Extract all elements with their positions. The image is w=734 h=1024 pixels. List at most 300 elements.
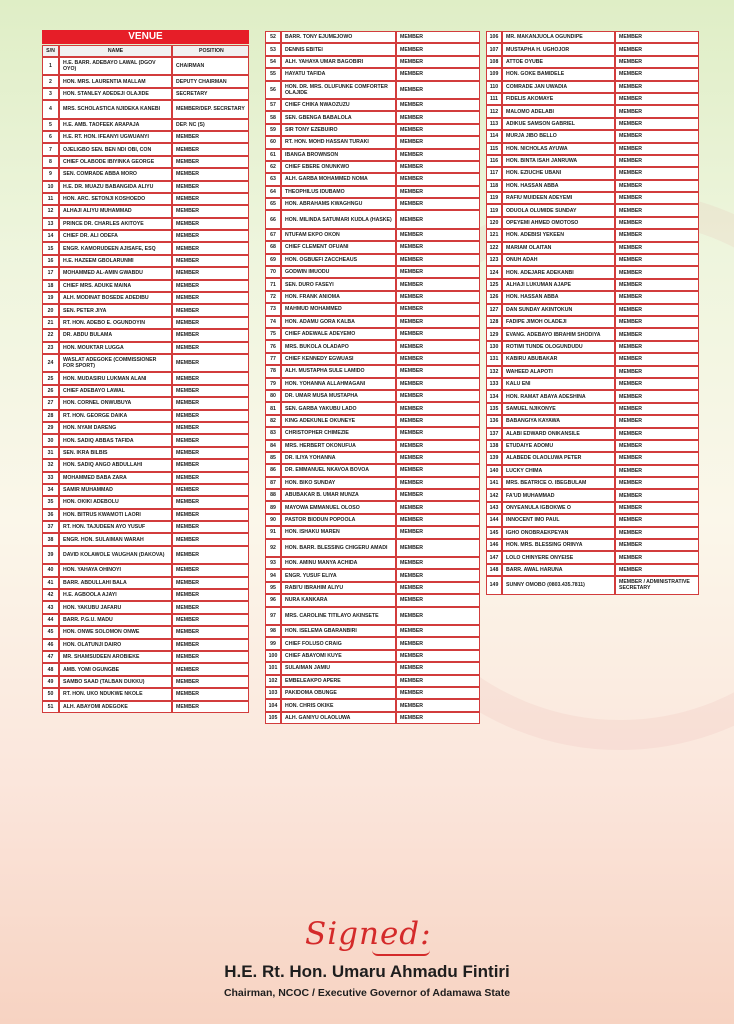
table-row: [265, 675, 480, 687]
table-row: [486, 81, 699, 93]
position-cell: MEMBER: [615, 167, 699, 179]
position-cell: MEMBER: [396, 452, 480, 464]
table-row: [265, 316, 480, 328]
serial-number-cell: 149: [486, 576, 502, 594]
position-cell: MEMBER: [396, 353, 480, 365]
member-name-cell: ALH. ABAYOMI ADEGOKE: [59, 701, 172, 713]
position-cell: MEMBER: [615, 180, 699, 192]
table-row: [486, 341, 699, 353]
position-cell: MEMBER: [396, 99, 480, 111]
position-cell: MEMBER: [615, 452, 699, 464]
position-cell: MEMBER: [396, 637, 480, 649]
table-row: [486, 539, 699, 551]
serial-number-cell: 26: [42, 385, 59, 397]
member-name-cell: HON. BINTA ISAH JANRUWA: [502, 155, 615, 167]
position-cell: MEMBER: [396, 43, 480, 55]
table-row: [486, 68, 699, 80]
position-cell: MEMBER: [172, 267, 249, 279]
member-name-cell: BARR. P.G.U. MADU: [59, 614, 172, 626]
position-cell: MEMBER: [615, 403, 699, 415]
serial-number-cell: 42: [42, 589, 59, 601]
table-row: [486, 254, 699, 266]
signatory-role: Chairman, NCOC / Executive Governor of Adamawa State: [223, 987, 511, 999]
members-table-2: [265, 31, 480, 724]
position-cell: MEMBER: [396, 489, 480, 501]
serial-number-cell: 80: [265, 390, 281, 402]
table-row: [42, 267, 249, 279]
member-name-cell: SEN. GARBA YAKUBU LADO: [281, 402, 396, 414]
position-cell: MEMBER: [396, 278, 480, 290]
serial-number-cell: 143: [486, 502, 502, 514]
position-cell: MEMBER: [396, 81, 480, 99]
position-cell: MEMBER: [615, 56, 699, 68]
member-name-cell: ATTOE OYUBE: [502, 56, 615, 68]
position-cell: MEMBER: [172, 143, 249, 155]
header-position: POSITION: [172, 45, 249, 57]
members-table-3: [486, 31, 699, 595]
member-name-cell: INNOCENT IMO PAUL: [502, 514, 615, 526]
table-row: [486, 366, 699, 378]
serial-number-cell: 34: [42, 484, 59, 496]
serial-number-cell: 6: [42, 131, 59, 143]
position-cell: MEMBER: [615, 31, 699, 43]
serial-number-cell: 50: [42, 688, 59, 700]
position-cell: MEMBER: [615, 81, 699, 93]
table-row: [42, 577, 249, 589]
table-header-row: [42, 45, 249, 57]
position-cell: MEMBER: [396, 712, 480, 724]
member-name-cell: FA'UD MUHAMMAD: [502, 489, 615, 501]
member-name-cell: HON. OKIKI ADEBOLU: [59, 496, 172, 508]
serial-number-cell: 72: [265, 291, 281, 303]
table-row: [265, 687, 480, 699]
member-name-cell: ALH. YAHAYA UMAR BAGOBIRI: [281, 56, 396, 68]
position-cell: MEMBER: [396, 303, 480, 315]
member-name-cell: MARIAM OLAITAN: [502, 242, 615, 254]
serial-number-cell: 22: [42, 329, 59, 341]
serial-number-cell: 132: [486, 366, 502, 378]
table-row: [265, 254, 480, 266]
serial-number-cell: 126: [486, 291, 502, 303]
signed-label: Signed:: [305, 916, 432, 952]
table-row: [42, 372, 249, 384]
position-cell: MEMBER: [172, 397, 249, 409]
position-cell: MEMBER: [396, 340, 480, 352]
member-name-cell: OJELIGBO SEN. BEN NDI OBI, CON: [59, 143, 172, 155]
position-cell: MEMBER: [615, 155, 699, 167]
position-cell: MEMBER: [396, 699, 480, 711]
table-row: [42, 676, 249, 688]
position-cell: MEMBER: [396, 186, 480, 198]
serial-number-cell: 100: [265, 650, 281, 662]
table-row: [42, 292, 249, 304]
position-cell: MEMBER: [615, 229, 699, 241]
table-row: [486, 204, 699, 216]
table-row: [42, 143, 249, 155]
member-name-cell: ALABI EDWARD ONIKANSILE: [502, 428, 615, 440]
table-row: [265, 662, 480, 674]
header-sn: S/N: [42, 45, 59, 57]
members-column-2: [265, 31, 480, 724]
position-cell: MEMBER: [396, 594, 480, 606]
table-row: [265, 99, 480, 111]
member-name-cell: ADIKUE SAMSON GABRIEL: [502, 118, 615, 130]
position-cell: MEMBER: [396, 198, 480, 210]
member-name-cell: ALH. MODINAT BOSEDE ADEDIBU: [59, 292, 172, 304]
serial-number-cell: 119: [486, 204, 502, 216]
position-cell: MEMBER: [615, 304, 699, 316]
serial-number-cell: 105: [265, 712, 281, 724]
table-row: [265, 390, 480, 402]
serial-number-cell: 88: [265, 489, 281, 501]
serial-number-cell: 55: [265, 68, 281, 80]
members-column-1: [42, 30, 249, 713]
member-name-cell: MOHAMMED BABA ZARA: [59, 472, 172, 484]
member-name-cell: HON. GOKE BAMIDELE: [502, 68, 615, 80]
position-cell: MEMBER: [172, 422, 249, 434]
serial-number-cell: 140: [486, 465, 502, 477]
position-cell: MEMBER: [615, 242, 699, 254]
position-cell: MEMBER: [615, 353, 699, 365]
table-row: [486, 180, 699, 192]
member-name-cell: HON. MRS. LAURENTIA MALLAM: [59, 75, 172, 87]
serial-number-cell: 33: [42, 472, 59, 484]
member-name-cell: WAHEED ALAPOTI: [502, 366, 615, 378]
member-name-cell: MUSTAPHA H. UGHOJOR: [502, 43, 615, 55]
serial-number-cell: 91: [265, 526, 281, 538]
serial-number-cell: 110: [486, 81, 502, 93]
serial-number-cell: 69: [265, 254, 281, 266]
member-name-cell: LUCKY CHIMA: [502, 465, 615, 477]
position-cell: MEMBER: [396, 557, 480, 569]
position-cell: MEMBER: [172, 546, 249, 564]
serial-number-cell: 94: [265, 569, 281, 581]
table-row: [486, 440, 699, 452]
position-cell: MEMBER: [396, 229, 480, 241]
serial-number-cell: 66: [265, 210, 281, 228]
member-name-cell: HON. YAKUBU JAFARU: [59, 601, 172, 613]
member-name-cell: HON. EZIUCHE UBANI: [502, 167, 615, 179]
position-cell: MEMBER: [396, 390, 480, 402]
member-name-cell: DAVID KOLAWOLE VAUGHAN (DAKOVA): [59, 546, 172, 564]
member-name-cell: DR. ILIYA YOHANNA: [281, 452, 396, 464]
serial-number-cell: 67: [265, 229, 281, 241]
table-row: [265, 526, 480, 538]
table-row: [42, 342, 249, 354]
table-row: [486, 514, 699, 526]
serial-number-cell: 12: [42, 205, 59, 217]
member-name-cell: KALU ENI: [502, 378, 615, 390]
table-row: [42, 601, 249, 613]
serial-number-cell: 70: [265, 266, 281, 278]
member-name-cell: COMRADE JAN UWADIA: [502, 81, 615, 93]
member-name-cell: CHIEF EBERE ONUNKWO: [281, 161, 396, 173]
serial-number-cell: 18: [42, 280, 59, 292]
table-row: [42, 88, 249, 100]
position-cell: MEMBER: [172, 639, 249, 651]
table-row: [42, 447, 249, 459]
member-name-cell: RABI'U IBRAHIM ALIYU: [281, 582, 396, 594]
serial-number-cell: 139: [486, 452, 502, 464]
position-cell: MEMBER: [615, 440, 699, 452]
serial-number-cell: 65: [265, 198, 281, 210]
table-row: [265, 278, 480, 290]
serial-number-cell: 21: [42, 317, 59, 329]
serial-number-cell: 43: [42, 601, 59, 613]
position-cell: MEMBER: [172, 280, 249, 292]
position-cell: MEMBER: [172, 329, 249, 341]
table-row: [486, 452, 699, 464]
table-row: [42, 304, 249, 316]
table-row: [42, 614, 249, 626]
member-name-cell: CHIEF DR. ALI ODEFA: [59, 230, 172, 242]
table-row: [42, 546, 249, 564]
serial-number-cell: 53: [265, 43, 281, 55]
position-cell: MEMBER: [396, 124, 480, 136]
member-name-cell: MRS. BUKOLA OLADAPO: [281, 340, 396, 352]
table-row: [486, 502, 699, 514]
serial-number-cell: 28: [42, 410, 59, 422]
serial-number-cell: 1: [42, 57, 59, 75]
member-name-cell: ALABEDE OLAOLUWA PETER: [502, 452, 615, 464]
member-name-cell: HON. MOUKTAR LUGGA: [59, 342, 172, 354]
member-name-cell: HON. SADIQ ANGO ABDULLAHI: [59, 459, 172, 471]
serial-number-cell: 39: [42, 546, 59, 564]
table-row: [42, 496, 249, 508]
position-cell: MEMBER: [615, 527, 699, 539]
member-name-cell: MRS. CAROLINE TITILAYO AKINSETE: [281, 607, 396, 625]
position-cell: MEMBER: [396, 464, 480, 476]
table-row: [42, 242, 249, 254]
member-name-cell: HON. BIKO SUNDAY: [281, 477, 396, 489]
table-row: [265, 68, 480, 80]
table-row: [486, 465, 699, 477]
position-cell: MEMBER: [615, 341, 699, 353]
serial-number-cell: 85: [265, 452, 281, 464]
member-name-cell: MOHAMMED AL-AMIN GWABDU: [59, 267, 172, 279]
member-name-cell: HON. MILINDA SATUMARI KUDLA (HASKE): [281, 210, 396, 228]
position-cell: MEMBER: [396, 241, 480, 253]
table-row: [265, 161, 480, 173]
serial-number-cell: 16: [42, 255, 59, 267]
member-name-cell: NTUFAM EKPO OKON: [281, 229, 396, 241]
member-name-cell: ONUH ADAH: [502, 254, 615, 266]
position-cell: MEMBER: [172, 410, 249, 422]
serial-number-cell: 38: [42, 533, 59, 545]
member-name-cell: HON. NYAM DARENG: [59, 422, 172, 434]
serial-number-cell: 95: [265, 582, 281, 594]
serial-number-cell: 74: [265, 316, 281, 328]
serial-number-cell: 79: [265, 378, 281, 390]
serial-number-cell: 10: [42, 181, 59, 193]
member-name-cell: SIR TONY EZEBUIRO: [281, 124, 396, 136]
member-name-cell: HON. OGBUEFI ZACCHEAUS: [281, 254, 396, 266]
serial-number-cell: 17: [42, 267, 59, 279]
table-row: [42, 459, 249, 471]
position-cell: MEMBER: [172, 292, 249, 304]
position-cell: MEMBER: [396, 365, 480, 377]
table-row: [486, 167, 699, 179]
serial-number-cell: 122: [486, 242, 502, 254]
serial-number-cell: 144: [486, 514, 502, 526]
serial-number-cell: 76: [265, 340, 281, 352]
position-cell: MEMBER: [615, 390, 699, 402]
member-name-cell: ENGR. KAMORUDEEN AJISAFE, ESQ: [59, 242, 172, 254]
position-cell: MEMBER: [615, 502, 699, 514]
position-cell: MEMBER: [172, 651, 249, 663]
member-name-cell: GODWIN IMUODU: [281, 266, 396, 278]
member-name-cell: IBANGA BROWNSON: [281, 149, 396, 161]
table-row: [265, 353, 480, 365]
serial-number-cell: 117: [486, 167, 502, 179]
member-name-cell: HON. YAHAYA OHINOYI: [59, 564, 172, 576]
serial-number-cell: 41: [42, 577, 59, 589]
serial-number-cell: 124: [486, 266, 502, 278]
position-cell: MEMBER: [396, 569, 480, 581]
position-cell: MEMBER: [172, 385, 249, 397]
serial-number-cell: 133: [486, 378, 502, 390]
member-name-cell: SAMBO SAAD (TALBAN DUKKU): [59, 676, 172, 688]
table-row: [265, 607, 480, 625]
serial-number-cell: 11: [42, 193, 59, 205]
position-cell: MEMBER/DEP. SECRETARY: [172, 100, 249, 118]
position-cell: MEMBER: [172, 472, 249, 484]
table-row: [486, 551, 699, 563]
serial-number-cell: 108: [486, 56, 502, 68]
position-cell: MEMBER: [396, 501, 480, 513]
serial-number-cell: 13: [42, 218, 59, 230]
serial-number-cell: 129: [486, 328, 502, 340]
member-name-cell: MR. SHAMSUDEEN AROBIEKE: [59, 651, 172, 663]
member-name-cell: ETUDAIYE ADOMU: [502, 440, 615, 452]
table-row: [42, 75, 249, 87]
member-name-cell: WASLAT ADEGOKE (COMMISSIONER FOR SPORT): [59, 354, 172, 372]
serial-number-cell: 61: [265, 149, 281, 161]
serial-number-cell: 78: [265, 365, 281, 377]
member-name-cell: PASTOR BIODUN POPOOLA: [281, 514, 396, 526]
serial-number-cell: 64: [265, 186, 281, 198]
table-row: [265, 569, 480, 581]
serial-number-cell: 131: [486, 353, 502, 365]
table-row: [42, 156, 249, 168]
member-name-cell: SEN. IKRA BILBIS: [59, 447, 172, 459]
serial-number-cell: 2: [42, 75, 59, 87]
serial-number-cell: 93: [265, 557, 281, 569]
table-row: [265, 539, 480, 557]
serial-number-cell: 8: [42, 156, 59, 168]
table-row: [265, 365, 480, 377]
member-name-cell: CHIEF ADEWALE ADEYEMO: [281, 328, 396, 340]
member-name-cell: EMBELEAKPO APERE: [281, 675, 396, 687]
member-name-cell: HON. ADAMU GORA KALBA: [281, 316, 396, 328]
position-cell: MEMBER: [172, 601, 249, 613]
member-name-cell: HON. ONWE SOLOMON ONWE: [59, 626, 172, 638]
position-cell: MEMBER: [172, 496, 249, 508]
position-cell: MEMBER: [396, 582, 480, 594]
table-row: [486, 291, 699, 303]
header-name: NAME: [59, 45, 172, 57]
table-row: [265, 340, 480, 352]
position-cell: MEMBER: [615, 204, 699, 216]
serial-number-cell: 128: [486, 316, 502, 328]
member-name-cell: RT. HON. TAJUDEEN AYO YUSUF: [59, 521, 172, 533]
position-cell: SECRETARY: [172, 88, 249, 100]
position-cell: MEMBER: [172, 156, 249, 168]
table-row: [42, 57, 249, 75]
serial-number-cell: 92: [265, 539, 281, 557]
table-row: [486, 279, 699, 291]
member-name-cell: HON. DR. MRS. OLUFUNKE COMFORTER OLAJIDE: [281, 81, 396, 99]
table-row: [42, 193, 249, 205]
position-cell: MEMBER: [172, 242, 249, 254]
table-row: [42, 484, 249, 496]
serial-number-cell: 114: [486, 130, 502, 142]
table-row: [486, 353, 699, 365]
serial-number-cell: 27: [42, 397, 59, 409]
position-cell: MEMBER: [615, 489, 699, 501]
member-name-cell: RT. HON. MOHD HASSAN TURAKI: [281, 136, 396, 148]
position-cell: MEMBER: [396, 316, 480, 328]
position-cell: MEMBER: [172, 342, 249, 354]
member-name-cell: HON. BITRUS KWAMOTI LAORI: [59, 509, 172, 521]
serial-number-cell: 86: [265, 464, 281, 476]
serial-number-cell: 113: [486, 118, 502, 130]
position-cell: CHAIRMAN: [172, 57, 249, 75]
table-row: [265, 699, 480, 711]
position-cell: MEMBER: [615, 477, 699, 489]
member-name-cell: DR. EMMANUEL NKAVOA BOVOA: [281, 464, 396, 476]
position-cell: MEMBER: [172, 131, 249, 143]
position-cell: MEMBER: [615, 366, 699, 378]
table-row: [486, 576, 699, 594]
table-row: [42, 626, 249, 638]
position-cell: MEMBER: [615, 428, 699, 440]
serial-number-cell: 145: [486, 527, 502, 539]
serial-number-cell: 37: [42, 521, 59, 533]
table-row: [265, 31, 480, 43]
position-cell: MEMBER: [615, 328, 699, 340]
table-row: [42, 119, 249, 131]
member-name-cell: ENGR. HON. SULAIMAN WARAH: [59, 533, 172, 545]
member-name-cell: SEN. COMRADE ABBA MORO: [59, 168, 172, 180]
table-row: [486, 217, 699, 229]
table-row: [42, 472, 249, 484]
serial-number-cell: 106: [486, 31, 502, 43]
member-name-cell: H.E. RT. HON. IFEANYI UGWUANYI: [59, 131, 172, 143]
serial-number-cell: 63: [265, 173, 281, 185]
member-name-cell: PRINCE DR. CHARLES AKITOYE: [59, 218, 172, 230]
table-row: [265, 266, 480, 278]
serial-number-cell: 97: [265, 607, 281, 625]
serial-number-cell: 58: [265, 111, 281, 123]
position-cell: MEMBER: [172, 564, 249, 576]
member-name-cell: RT. HON. UKO NDUKWE NKOLE: [59, 688, 172, 700]
serial-number-cell: 107: [486, 43, 502, 55]
member-name-cell: ONYEANULA IGBOKWE O: [502, 502, 615, 514]
serial-number-cell: 54: [265, 56, 281, 68]
member-name-cell: ALH. MUSTAPHA SULE LAMIDO: [281, 365, 396, 377]
position-cell: MEMBER: [396, 440, 480, 452]
member-name-cell: ALH. GANIYU OLAOLUWA: [281, 712, 396, 724]
position-cell: MEMBER: [172, 663, 249, 675]
table-row: [486, 266, 699, 278]
serial-number-cell: 98: [265, 625, 281, 637]
serial-number-cell: 44: [42, 614, 59, 626]
member-name-cell: DR. ABDU BULAMA: [59, 329, 172, 341]
member-name-cell: HON. ADEBISI YEKEEN: [502, 229, 615, 241]
member-name-cell: CHIEF KENNEDY EGWUASI: [281, 353, 396, 365]
serial-number-cell: 99: [265, 637, 281, 649]
